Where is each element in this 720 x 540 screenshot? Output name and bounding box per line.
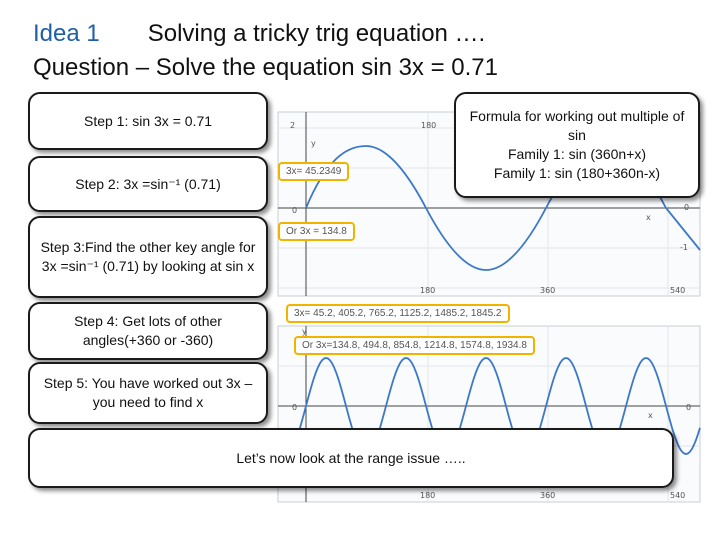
range-issue-box — [28, 428, 674, 488]
axis-label: 180 — [421, 121, 437, 130]
axis-label: x — [648, 411, 653, 420]
value-tag-1: 3x= 45.2349 — [278, 162, 349, 181]
formula-heading: Formula for working out multiple of sin — [469, 108, 685, 143]
step-3-box — [28, 216, 268, 298]
step-4-text: Step 4: Get lots of other angles(+360 or -360) — [74, 313, 222, 348]
idea-label: Idea 1 — [33, 20, 100, 47]
formula-family-1: Family 1: sin (360n+x) — [507, 146, 647, 162]
axis-label: 540 — [670, 491, 686, 500]
formula-family-2: Family 1: sin (180+360n-x) — [493, 165, 661, 181]
axis-label: 180 — [420, 286, 436, 295]
axis-label: y — [311, 139, 316, 148]
axis-label: 540 — [670, 286, 686, 295]
axis-label: 2 — [290, 121, 296, 130]
step-3-text: Step 3:Find the other key angle for 3x =sin⁻¹ (0.71) by looking at sin x — [40, 239, 256, 274]
axis-label: 0 — [686, 403, 692, 412]
axis-label: 0 — [292, 206, 298, 215]
axis-label: -1 — [680, 243, 688, 252]
formula-box — [454, 92, 700, 198]
question-text: Question – Solve the equation sin 3x = 0.71 — [33, 54, 498, 81]
topic-label: Solving a tricky trig equation …. — [147, 20, 486, 47]
angles-list-2: Or 3x=134.8, 494.8, 854.8, 1214.8, 1574.8, 1934.8 — [294, 336, 535, 355]
step-4-box — [28, 302, 268, 360]
value-tag-2: Or 3x = 134.8 — [278, 222, 355, 241]
axis-label: 360 — [540, 491, 556, 500]
step-2-box — [28, 156, 268, 212]
axis-label: y — [302, 327, 307, 336]
step-1-text: Step 1: sin 3x = 0.71 — [83, 112, 213, 129]
angles-list-1: 3x= 45.2, 405.2, 765.2, 1125.2, 1485.2, 1845.2 — [286, 304, 510, 323]
step-1-box — [28, 92, 268, 150]
axis-label: 0 — [292, 403, 298, 412]
range-issue-text: Let’s now look at the range issue ….. — [236, 449, 466, 466]
axis-label: x — [646, 213, 651, 222]
step-5-box — [28, 362, 268, 424]
step-5-text: Step 5: You have worked out 3x – you need to find x — [43, 375, 253, 410]
step-2-text: Step 2: 3x =sin⁻¹ (0.71) — [75, 175, 221, 192]
axis-label: 180 — [420, 491, 436, 500]
axis-label: 360 — [540, 286, 556, 295]
axis-label: 0 — [684, 203, 690, 212]
